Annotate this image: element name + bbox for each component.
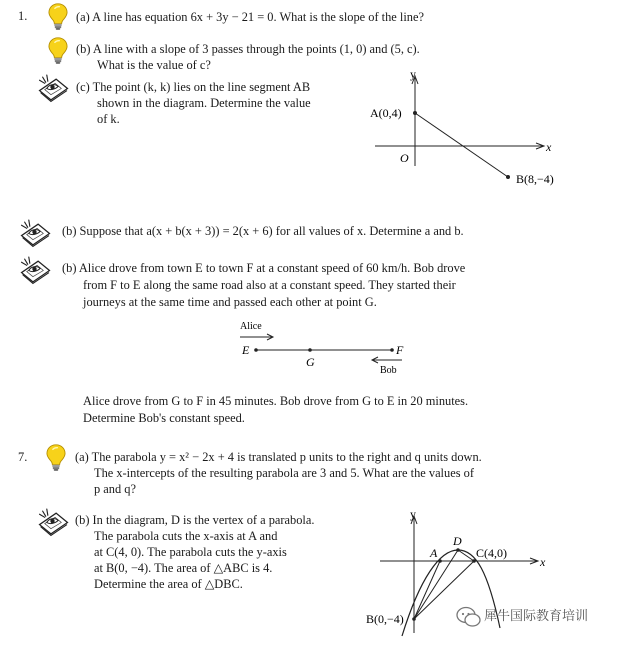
y-axis-label: y — [410, 508, 416, 521]
question-7b-line1: (b) In the diagram, D is the vertex of a parabola. — [75, 513, 315, 527]
road-diagram — [230, 315, 410, 377]
point-b — [412, 617, 416, 621]
question-alice-line1: (b) Alice drove from town E to town F at a constant speed of 60 km/h. Bob drove — [62, 261, 466, 275]
eye-pad-icon — [36, 508, 70, 537]
point-a-label: A(0,4) — [370, 106, 402, 120]
question-1b-line2: What is the value of c? — [97, 58, 211, 72]
question-alice-line4: Alice drove from G to F in 45 minutes. Bob drove from G to E in 20 minutes. — [83, 394, 469, 408]
x-axis-label: x — [546, 140, 552, 154]
point-a — [413, 111, 417, 115]
bob-label: Bob — [380, 365, 397, 376]
segment-ba — [414, 561, 440, 619]
question-7b-line5: Determine the area of △DBC. — [94, 577, 243, 591]
point-a — [438, 559, 442, 563]
question-1b-line1: (b) A line with a slope of 3 passes through the points (1, 0) and (5, c). — [76, 42, 420, 56]
question-7b-line3: at C(4, 0). The parabola cuts the y-axis — [94, 545, 287, 559]
watermark-text: 犀牛国际教育培训 — [484, 609, 589, 624]
eye-pad-icon — [18, 219, 52, 248]
question-7a-line1: (a) The parabola y = x² − 2x + 4 is translated p units to the right and q units down. — [75, 450, 482, 464]
point-e — [254, 348, 258, 352]
question-alice-line2: from F to E along the same road also at a constant speed. They started their — [83, 278, 456, 292]
eye-pad-icon — [18, 256, 52, 285]
question-1c-line3: of k. — [97, 112, 120, 126]
question-7-number: 7. — [18, 450, 28, 464]
point-b-label: B(8,−4) — [516, 172, 554, 186]
segment-bd — [414, 550, 458, 619]
lightbulb-icon — [47, 36, 69, 65]
wechat-logo-icon — [456, 606, 482, 628]
point-b — [506, 175, 510, 179]
point-d-label: D — [453, 534, 462, 548]
alice-label: Alice — [240, 321, 262, 332]
point-e-label: E — [242, 343, 250, 357]
point-g — [308, 348, 312, 352]
point-g-label: G — [306, 355, 315, 369]
eye-pad-icon — [36, 74, 70, 103]
question-7b-line2: The parabola cuts the x-axis at A and — [94, 529, 278, 543]
question-suppose-text: (b) Suppose that a(x + b(x + 3)) = 2(x + 6) for all values of x. Determine a and b. — [62, 224, 464, 238]
y-axis-label: y — [410, 67, 416, 81]
question-1a-text: (a) A line has equation 6x + 3y − 21 = 0. What is the slope of the line? — [76, 10, 424, 24]
lightbulb-icon — [45, 443, 67, 472]
origin-label: O — [400, 151, 409, 165]
question-alice-line3: journeys at the same time and passed each other at point G. — [83, 295, 377, 309]
point-a-label: A — [430, 546, 438, 560]
point-d — [456, 548, 460, 552]
question-7a-line3: p and q? — [94, 482, 136, 496]
point-f — [390, 348, 394, 352]
question-7a-line2: The x-intercepts of the resulting parabola are 3 and 5. What are the values of — [94, 466, 474, 480]
segment-ab — [415, 113, 508, 177]
segment-ab-diagram — [360, 66, 560, 196]
question-alice-line5: Determine Bob's constant speed. — [83, 411, 245, 425]
x-axis-label: x — [540, 555, 546, 569]
question-1c-line2: shown in the diagram. Determine the value — [97, 96, 311, 110]
question-1-number: 1. — [18, 9, 28, 23]
point-f-label: F — [396, 343, 404, 357]
point-b-label: B(0,−4) — [366, 612, 404, 626]
question-7b-line4: at B(0, −4). The area of △ABC is 4. — [94, 561, 273, 575]
lightbulb-icon — [47, 2, 69, 31]
point-c-label: C(4,0) — [476, 546, 507, 560]
question-1c-line1: (c) The point (k, k) lies on the line segment AB — [76, 80, 311, 94]
